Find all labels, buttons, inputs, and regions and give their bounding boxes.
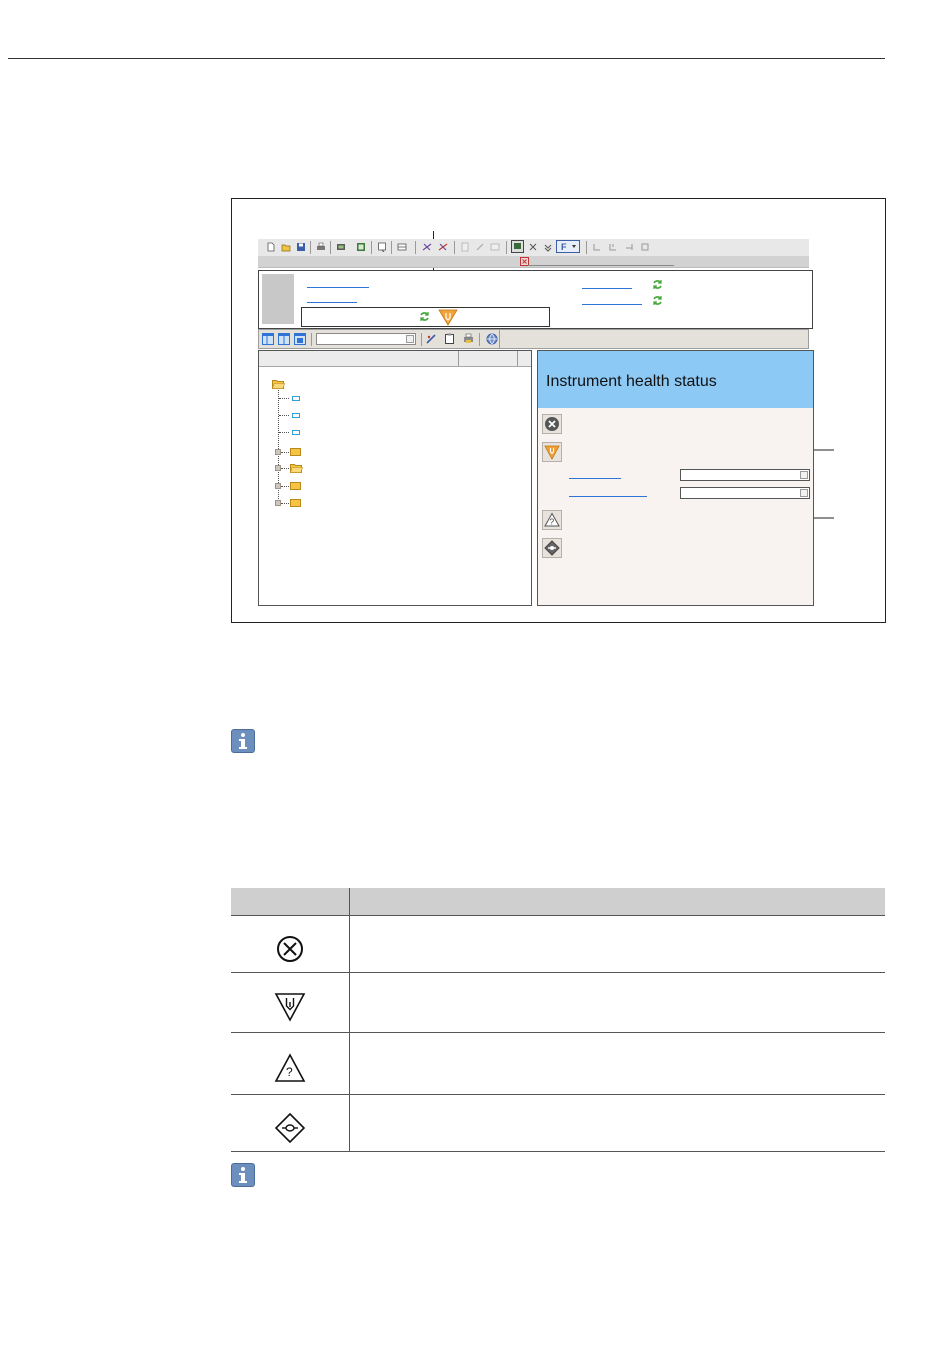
- disconnect-icon[interactable]: [438, 242, 448, 252]
- tree-leaf-item[interactable]: [292, 413, 300, 418]
- view-layout-1-icon[interactable]: [262, 333, 274, 345]
- function-check-status-button[interactable]: [542, 538, 562, 558]
- function-check-icon: [544, 540, 560, 556]
- chevron-down-icon[interactable]: [406, 335, 414, 343]
- info-icon: [231, 1163, 255, 1187]
- maintenance-required-icon: [274, 992, 306, 1022]
- page-header-rule: [8, 58, 885, 59]
- info-icon: [231, 729, 255, 753]
- printer-icon[interactable]: [463, 333, 474, 344]
- table-symbol-cell: [231, 973, 350, 1033]
- table-text-cell: [350, 1095, 886, 1152]
- tree-connector: [279, 432, 289, 433]
- print-icon[interactable]: [316, 242, 326, 252]
- tree-column-divider[interactable]: [458, 351, 459, 366]
- window-close-all-icon[interactable]: [640, 242, 650, 252]
- connect-icon[interactable]: [422, 242, 432, 252]
- maintenance-link-2[interactable]: [569, 496, 647, 497]
- folder-icon[interactable]: [290, 448, 301, 456]
- device-tag-link[interactable]: [307, 302, 357, 303]
- table-header-row: [231, 888, 885, 916]
- view-layout-3-icon[interactable]: [294, 333, 306, 345]
- failure-icon: [544, 416, 560, 432]
- maintenance-required-icon: [544, 444, 560, 460]
- toolbar-separator: [479, 333, 480, 346]
- failure-status-button[interactable]: [542, 414, 562, 434]
- diagnostic-symbols-table: [231, 888, 885, 1152]
- toolbar-separator: [391, 241, 392, 254]
- tree-connector: [281, 452, 289, 453]
- tree-connector: [281, 503, 289, 504]
- device-name-link[interactable]: [307, 287, 369, 288]
- table-text-cell: [350, 1033, 886, 1095]
- maintenance-status-button[interactable]: [542, 442, 562, 462]
- table-header-cell: [350, 888, 886, 916]
- view-selector[interactable]: [316, 333, 416, 345]
- status-link-2[interactable]: [582, 304, 642, 305]
- window-tile-icon[interactable]: [608, 242, 618, 252]
- folder-open-icon[interactable]: [272, 379, 285, 389]
- svg-text:?: ?: [286, 1065, 293, 1079]
- folder-icon[interactable]: [290, 482, 301, 490]
- function-check-icon: [274, 1112, 306, 1144]
- help-globe-icon[interactable]: [486, 333, 498, 345]
- instrument-health-panel: [537, 350, 814, 606]
- toolbar-separator: [421, 333, 422, 346]
- failure-icon: [274, 933, 306, 965]
- maintenance-required-icon: [438, 309, 458, 326]
- view-layout-2-icon[interactable]: [278, 333, 290, 345]
- svg-text:?: ?: [549, 517, 555, 527]
- clipboard-icon[interactable]: [444, 333, 455, 344]
- toolbar-separator: [330, 241, 331, 254]
- refresh-icon[interactable]: [652, 279, 663, 290]
- folder-open-icon[interactable]: [290, 463, 303, 473]
- refresh-icon[interactable]: [652, 295, 663, 306]
- folder-icon[interactable]: [290, 499, 301, 507]
- grid-icon[interactable]: [397, 242, 407, 252]
- status-bar-divider: [528, 265, 674, 266]
- table-text-cell: [350, 973, 886, 1033]
- measured-values-icon[interactable]: [543, 242, 553, 252]
- window-arrange-icon[interactable]: [624, 242, 634, 252]
- table-row: [231, 1033, 885, 1095]
- filter-icon[interactable]: [556, 240, 580, 253]
- out-of-specification-status-button[interactable]: [542, 510, 562, 530]
- toolbar-separator: [371, 241, 372, 254]
- table-symbol-cell: [231, 1033, 350, 1095]
- table-text-cell: [350, 916, 886, 973]
- table-symbol-cell: [231, 1095, 350, 1152]
- tree-connector: [279, 415, 289, 416]
- maintenance-dropdown-1[interactable]: [680, 469, 810, 481]
- health-panel-header: [538, 351, 813, 408]
- table-row: [231, 973, 885, 1033]
- maintenance-dropdown-2[interactable]: [680, 487, 810, 499]
- window-cascade-icon[interactable]: [592, 242, 602, 252]
- monitor-icon[interactable]: [490, 242, 500, 252]
- maintenance-link-1[interactable]: [569, 478, 621, 479]
- save-icon[interactable]: [296, 242, 306, 252]
- health-panel-title: Instrument health status: [546, 373, 717, 390]
- svg-text:F: F: [561, 242, 567, 252]
- view-toolbar: [258, 329, 809, 349]
- tree-column-divider[interactable]: [517, 351, 518, 366]
- table-symbol-cell: [231, 916, 350, 973]
- table-header-cell: [231, 888, 350, 916]
- device-image-placeholder: [262, 274, 294, 324]
- tree-column-header: [259, 351, 531, 367]
- main-toolbar: [258, 239, 809, 257]
- edit-icon[interactable]: [426, 333, 437, 344]
- navigation-tree-panel: [258, 350, 532, 606]
- refresh-icon[interactable]: [419, 311, 430, 322]
- toolbar-separator: [506, 241, 507, 254]
- toolbar-separator: [415, 241, 416, 254]
- diagnosis-icon[interactable]: [528, 242, 538, 252]
- upload-icon[interactable]: [460, 242, 470, 252]
- status-link-1[interactable]: [582, 288, 632, 289]
- open-folder-icon[interactable]: [281, 242, 291, 252]
- tree-leaf-item[interactable]: [292, 396, 300, 401]
- status-bar: [258, 256, 809, 268]
- chevron-down-icon[interactable]: [800, 489, 808, 497]
- config-icon[interactable]: [356, 242, 366, 252]
- table-row: [231, 1095, 885, 1152]
- download-icon[interactable]: [475, 242, 485, 252]
- toolbar-end-divider: [499, 330, 500, 348]
- device-icon[interactable]: [336, 242, 346, 252]
- toolbar-separator: [586, 241, 587, 254]
- online-parameterize-icon[interactable]: [511, 240, 524, 253]
- toolbar-separator: [310, 241, 311, 254]
- table-row: [231, 916, 885, 973]
- tree-connector: [281, 486, 289, 487]
- toolbar-separator: [454, 241, 455, 254]
- tree-connector: [279, 398, 289, 399]
- print-preview-icon[interactable]: [377, 242, 387, 252]
- new-file-icon[interactable]: [266, 242, 276, 252]
- device-status-field: [301, 307, 550, 327]
- tree-leaf-item[interactable]: [292, 430, 300, 435]
- out-of-specification-icon: [544, 512, 560, 528]
- chevron-down-icon[interactable]: [800, 471, 808, 479]
- tree-connector: [281, 468, 289, 469]
- out-of-specification-icon: [274, 1053, 306, 1083]
- toolbar-separator: [311, 333, 312, 346]
